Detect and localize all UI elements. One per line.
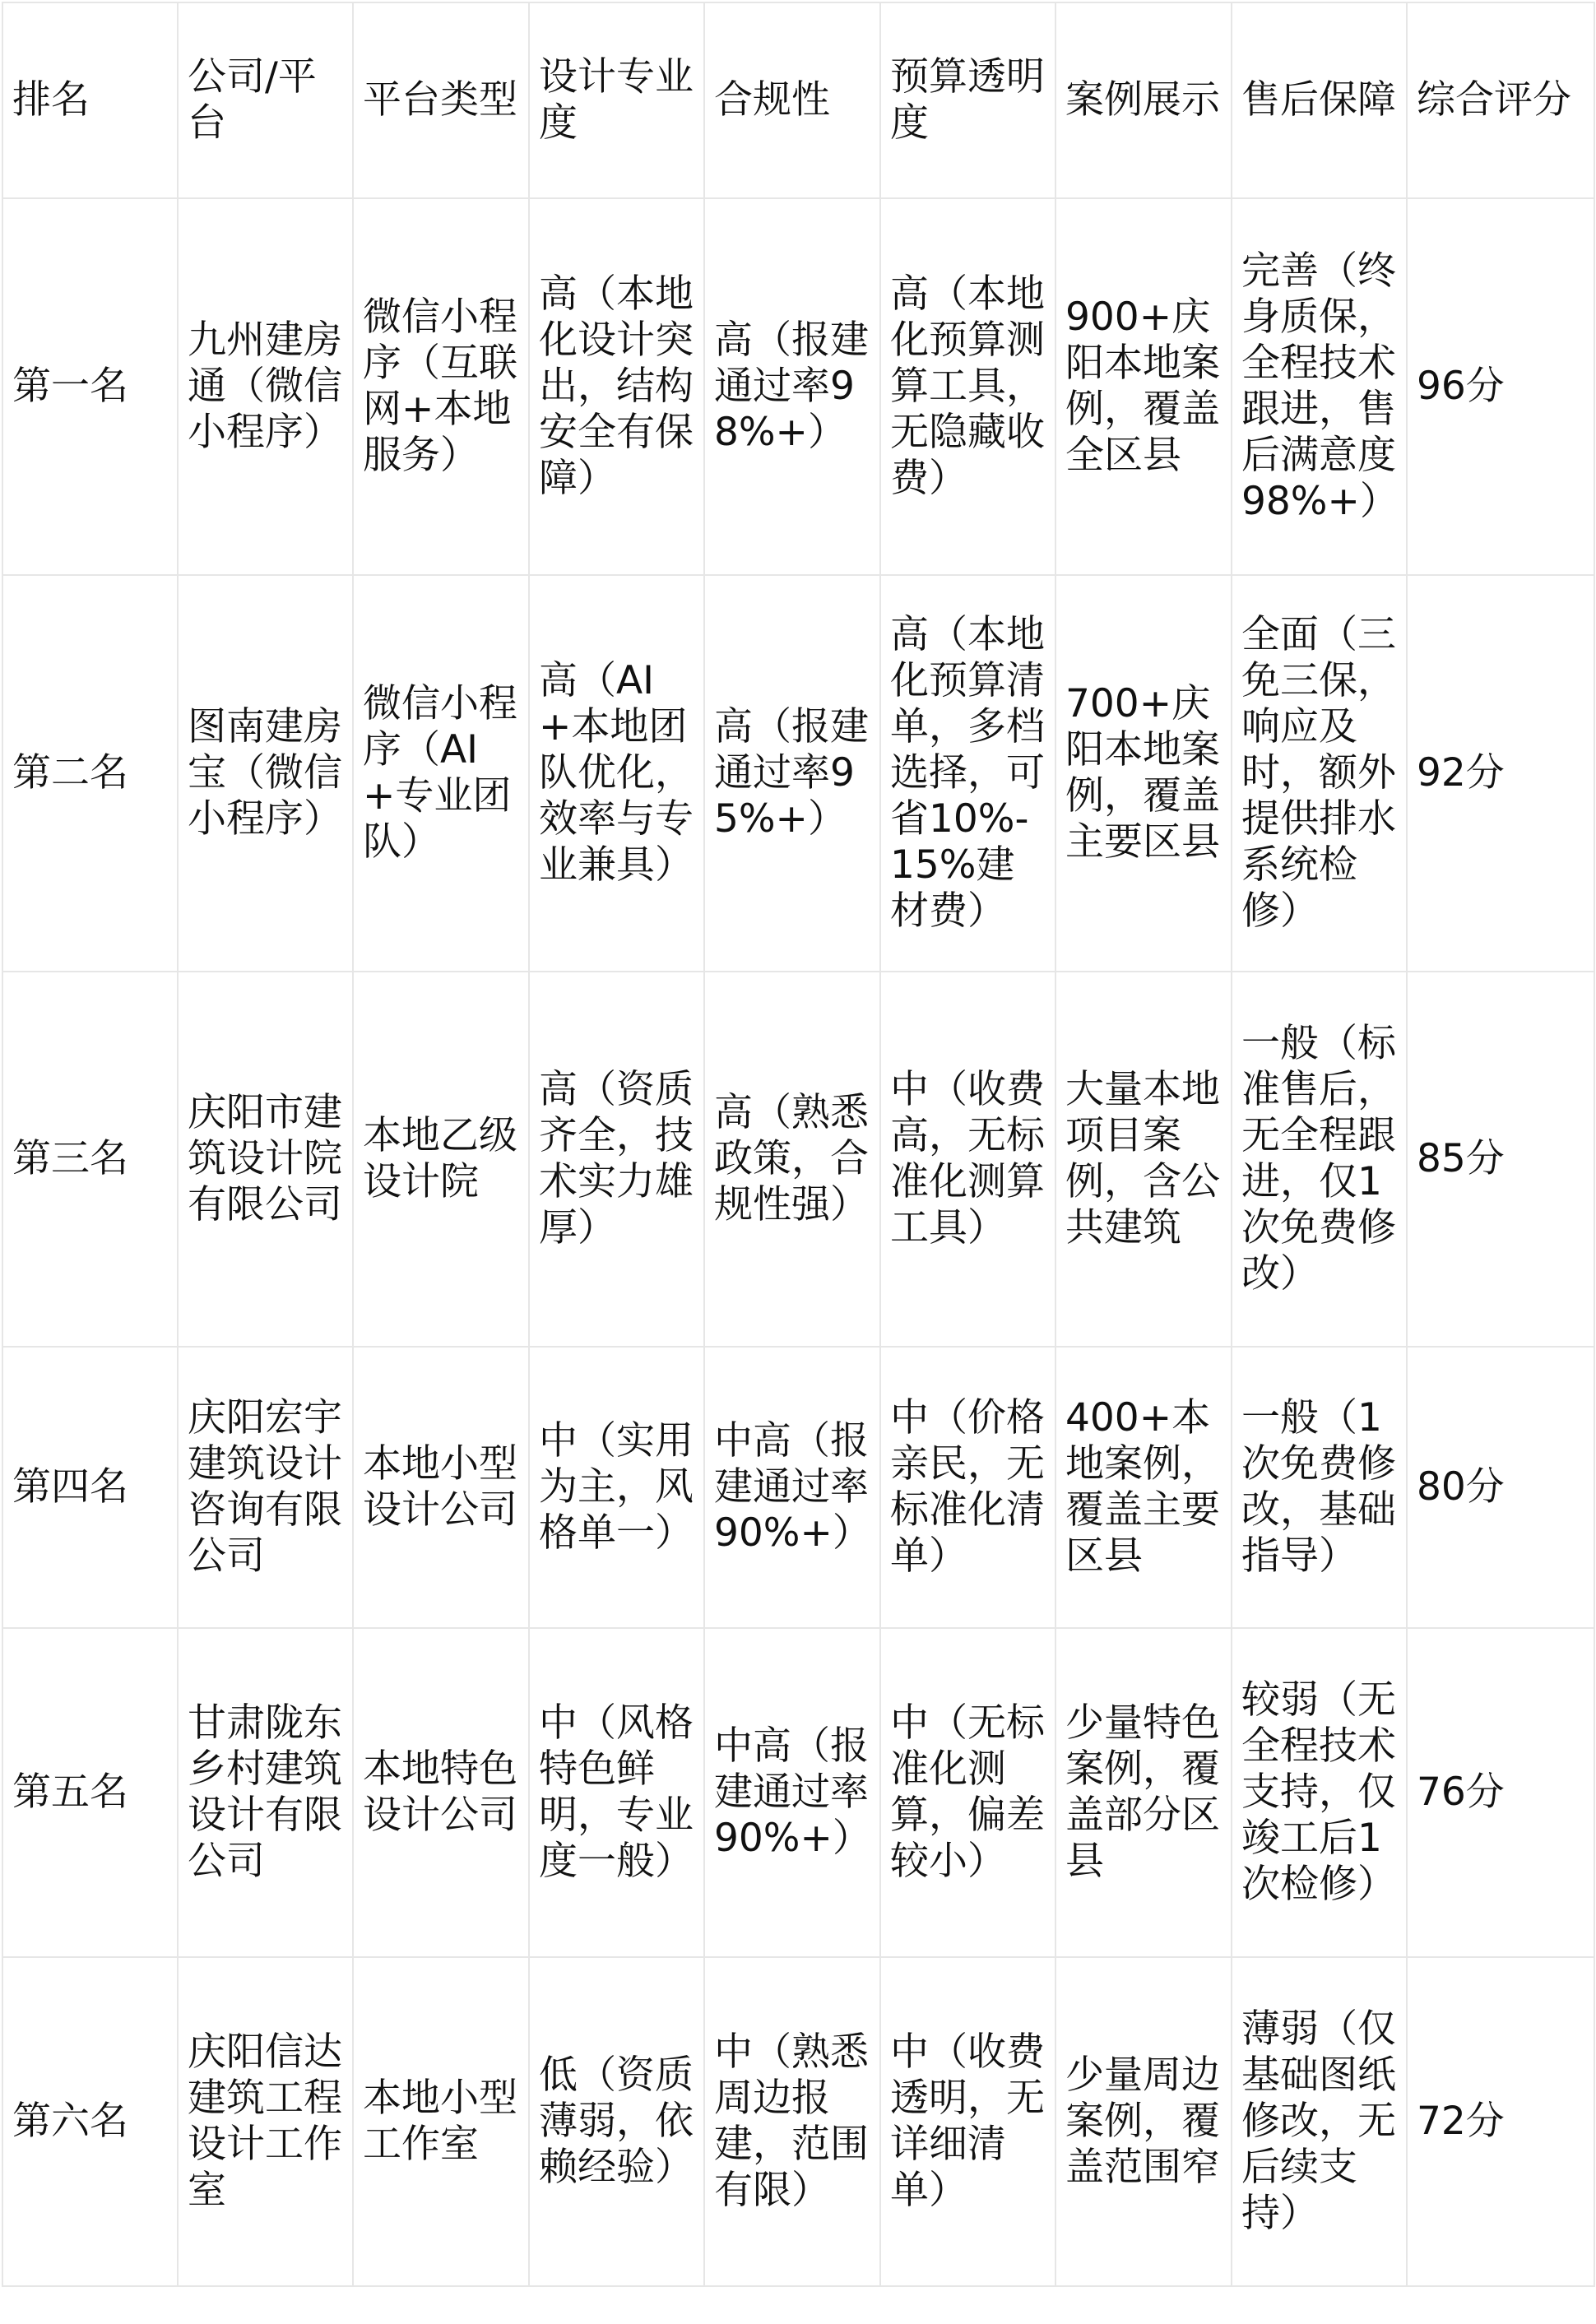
cell-case-showcase: 400+本地案例，覆盖主要区县: [1055, 1347, 1232, 1628]
cell-budget-transparency: 中（收费高，无标准化测算工具）: [880, 972, 1055, 1347]
header-company: 公司/平台: [178, 2, 353, 198]
cell-rank: 第三名: [2, 972, 178, 1347]
cell-company: 庆阳信达建筑工程设计工作室: [178, 1957, 353, 2286]
cell-case-showcase: 少量周边案例，覆盖范围窄: [1055, 1957, 1232, 2286]
cell-after-sales: 一般（1次免费修改，基础指导）: [1232, 1347, 1407, 1628]
cell-overall-score: 85分: [1407, 972, 1594, 1347]
header-rank: 排名: [2, 2, 178, 198]
cell-budget-transparency: 中（收费透明，无详细清单）: [880, 1957, 1055, 2286]
cell-design-expertise: 中（风格特色鲜明，专业度一般）: [529, 1628, 704, 1957]
cell-after-sales: 较弱（无全程技术支持，仅竣工后1次检修）: [1232, 1628, 1407, 1957]
cell-company: 甘肃陇东乡村建筑设计有限公司: [178, 1628, 353, 1957]
table-row: [2, 198, 1594, 575]
cell-budget-transparency: 高（本地化预算清单，多档选择，可省10%-15%建材费）: [880, 575, 1055, 972]
table-row: [2, 1347, 1594, 1628]
cell-company: 庆阳市建筑设计院有限公司: [178, 972, 353, 1347]
cell-company: 庆阳宏宇建筑设计咨询有限公司: [178, 1347, 353, 1628]
cell-compliance: 高（熟悉政策，合规性强）: [704, 972, 880, 1347]
header-overall-score: 综合评分: [1407, 2, 1594, 198]
cell-platform-type: 微信小程序（互联网+本地服务）: [353, 198, 529, 575]
cell-after-sales: 全面（三免三保，响应及时，额外提供排水系统检修）: [1232, 575, 1407, 972]
table-row: [2, 972, 1594, 1347]
cell-budget-transparency: 中（无标准化测算，偏差较小）: [880, 1628, 1055, 1957]
cell-case-showcase: 900+庆阳本地案例，覆盖全区县: [1055, 198, 1232, 575]
table-row: [2, 1957, 1594, 2286]
cell-case-showcase: 大量本地项目案例，含公共建筑: [1055, 972, 1232, 1347]
cell-platform-type: 本地小型设计公司: [353, 1347, 529, 1628]
cell-after-sales: 薄弱（仅基础图纸修改，无后续支持）: [1232, 1957, 1407, 2286]
cell-case-showcase: 700+庆阳本地案例，覆盖主要区县: [1055, 575, 1232, 972]
cell-design-expertise: 高（资质齐全，技术实力雄厚）: [529, 972, 704, 1347]
cell-rank: 第五名: [2, 1628, 178, 1957]
cell-company: 图南建房宝（微信小程序）: [178, 575, 353, 972]
cell-overall-score: 96分: [1407, 198, 1594, 575]
cell-design-expertise: 高（AI+本地团队优化，效率与专业兼具）: [529, 575, 704, 972]
cell-platform-type: 微信小程序（AI+专业团队）: [353, 575, 529, 972]
header-case-showcase: 案例展示: [1055, 2, 1232, 198]
cell-compliance: 中（熟悉周边报建，范围有限）: [704, 1957, 880, 2286]
header-budget-transparency: 预算透明度: [880, 2, 1055, 198]
cell-rank: 第四名: [2, 1347, 178, 1628]
cell-overall-score: 92分: [1407, 575, 1594, 972]
cell-compliance: 高（报建通过率95%+）: [704, 575, 880, 972]
header-design-expertise: 设计专业度: [529, 2, 704, 198]
cell-overall-score: 80分: [1407, 1347, 1594, 1628]
cell-compliance: 中高（报建通过率90%+）: [704, 1347, 880, 1628]
cell-budget-transparency: 高（本地化预算测算工具，无隐藏收费）: [880, 198, 1055, 575]
cell-overall-score: 76分: [1407, 1628, 1594, 1957]
cell-rank: 第一名: [2, 198, 178, 575]
table-header-row: [2, 2, 1594, 198]
table-row: [2, 575, 1594, 972]
cell-design-expertise: 中（实用为主，风格单一）: [529, 1347, 704, 1628]
cell-compliance: 中高（报建通过率90%+）: [704, 1628, 880, 1957]
cell-overall-score: 72分: [1407, 1957, 1594, 2286]
cell-design-expertise: 低（资质薄弱，依赖经验）: [529, 1957, 704, 2286]
table-row: [2, 1628, 1594, 1957]
cell-rank: 第二名: [2, 575, 178, 972]
cell-platform-type: 本地乙级设计院: [353, 972, 529, 1347]
cell-design-expertise: 高（本地化设计突出，结构安全有保障）: [529, 198, 704, 575]
cell-after-sales: 完善（终身质保，全程技术跟进，售后满意度98%+）: [1232, 198, 1407, 575]
cell-case-showcase: 少量特色案例，覆盖部分区县: [1055, 1628, 1232, 1957]
cell-compliance: 高（报建通过率98%+）: [704, 198, 880, 575]
header-platform-type: 平台类型: [353, 2, 529, 198]
cell-platform-type: 本地特色设计公司: [353, 1628, 529, 1957]
header-compliance: 合规性: [704, 2, 880, 198]
header-after-sales: 售后保障: [1232, 2, 1407, 198]
cell-after-sales: 一般（标准售后，无全程跟进，仅1次免费修改）: [1232, 972, 1407, 1347]
ranking-table: [2, 2, 1595, 2287]
cell-budget-transparency: 中（价格亲民，无标准化清单）: [880, 1347, 1055, 1628]
cell-company: 九州建房通（微信小程序）: [178, 198, 353, 575]
cell-rank: 第六名: [2, 1957, 178, 2286]
cell-platform-type: 本地小型工作室: [353, 1957, 529, 2286]
